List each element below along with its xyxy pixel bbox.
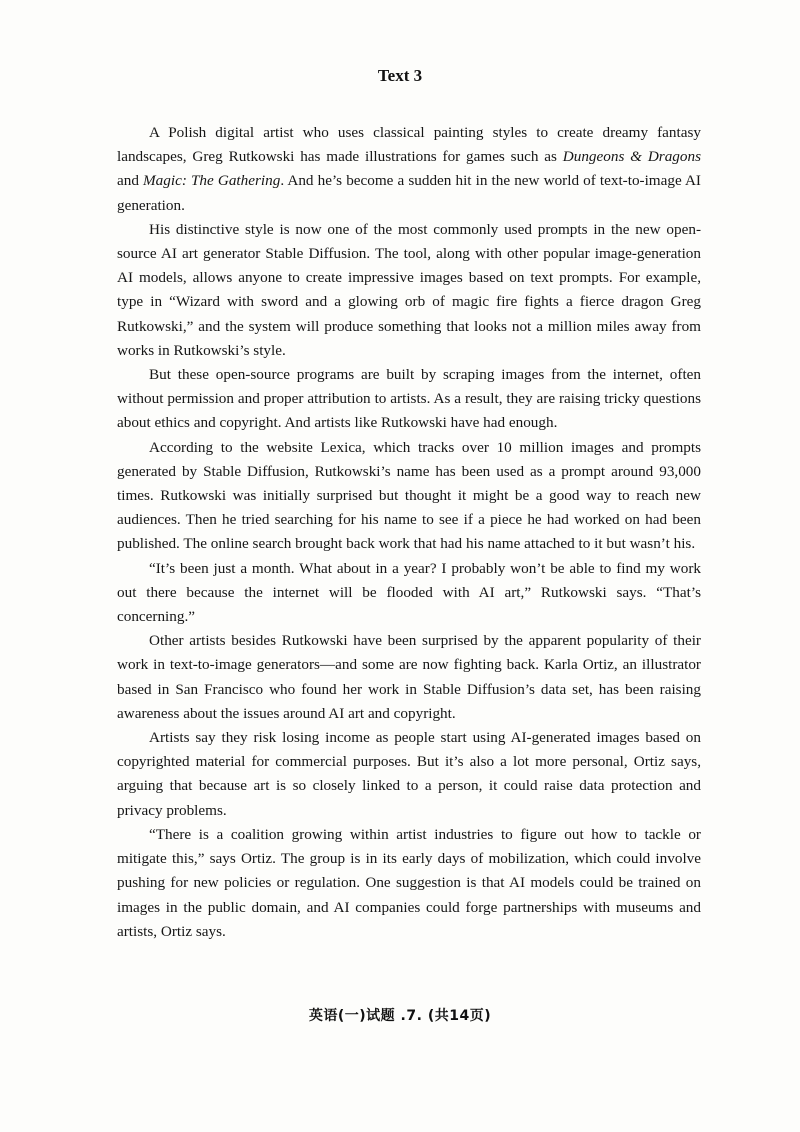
- paragraph-5: “It’s been just a month. What about in a year? I probably won’t be able to find my work out there because the internet will be flooded with AI art,” Rutkowski says. “That’s concerning.”: [117, 559, 701, 626]
- paragraph-1: [117, 121, 701, 218]
- paragraph-4: According to the website Lexica, which tracks over 10 million images and prompts generated by Stable Diffusion, Rutkowski’s name has been used as a prompt around 93,000 times. Rutkowski was initially surprised but thought it might be a good way to reach new audiences. Then he tried searching for his name to see if a piece he had worked on had been published. The online search brought back work that had his name attached to it but wasn’t his.: [117, 438, 701, 553]
- paragraph-6: Other artists besides Rutkowski have been surprised by the apparent popularity of their work in text-to-image generators—and some are now fighting back. Karla Ortiz, an illustrator based in San Francisco who found her work in Stable Diffusion’s data set, has been raising awareness about the issues around AI art and copyright.: [117, 632, 701, 722]
- page-footer: 英语(一)试题 .7. (共14页): [308, 1008, 492, 1024]
- article-body: [117, 121, 701, 944]
- game-title-dungeons-dragons: Dungeons & Dragons: [562, 148, 701, 166]
- paragraph-1-part-a: A Polish digital artist who uses classical painting styles to create dreamy fantasy landscapes, Greg Rutkowski has made illustrations for games such as: [117, 124, 701, 166]
- paragraph-7: Artists say they risk losing income as people start using AI-generated images based on copyrighted material for commercial purposes. But it’s also a lot more personal, Ortiz says, arguing that because art is so closely linked to a person, it could raise data protection and privacy problems.: [117, 729, 701, 819]
- paragraph-1-part-e: . And he’s become a sudden hit in the new world of text-to-image AI generation.: [117, 172, 701, 214]
- paragraph-8: “There is a coalition growing within artist industries to figure out how to tackle or mitigate this,” says Ortiz. The group is in its early days of mobilization, which could involve pushing for new policies or regulation. One suggestion is that AI models could be trained on images in the public domain, and AI companies could forge partnerships with museums and artists, Ortiz says.: [117, 825, 701, 940]
- page-title: Text 3: [377, 66, 423, 85]
- paragraph-1-part-c: and: [117, 172, 144, 190]
- game-title-magic-the-gathering: Magic: The Gathering: [143, 172, 281, 190]
- paragraph-3: But these open-source programs are built by scraping images from the internet, often without permission and proper attribution to artists. As a result, they are raising tricky questions about ethics and copyright. And artists like Rutkowski have had enough.: [117, 366, 701, 432]
- paragraph-2: His distinctive style is now one of the most commonly used prompts in the new open-source AI art generator Stable Diffusion. The tool, along with other popular image-generation AI models, allows anyone to create impressive images based on text prompts. For example, type in “Wizard with sword and a glowing orb of magic fire fights a fierce dragon Greg Rutkowski,” and the system will produce something that looks not a million miles away from works in Rutkowski’s style.: [117, 220, 701, 359]
